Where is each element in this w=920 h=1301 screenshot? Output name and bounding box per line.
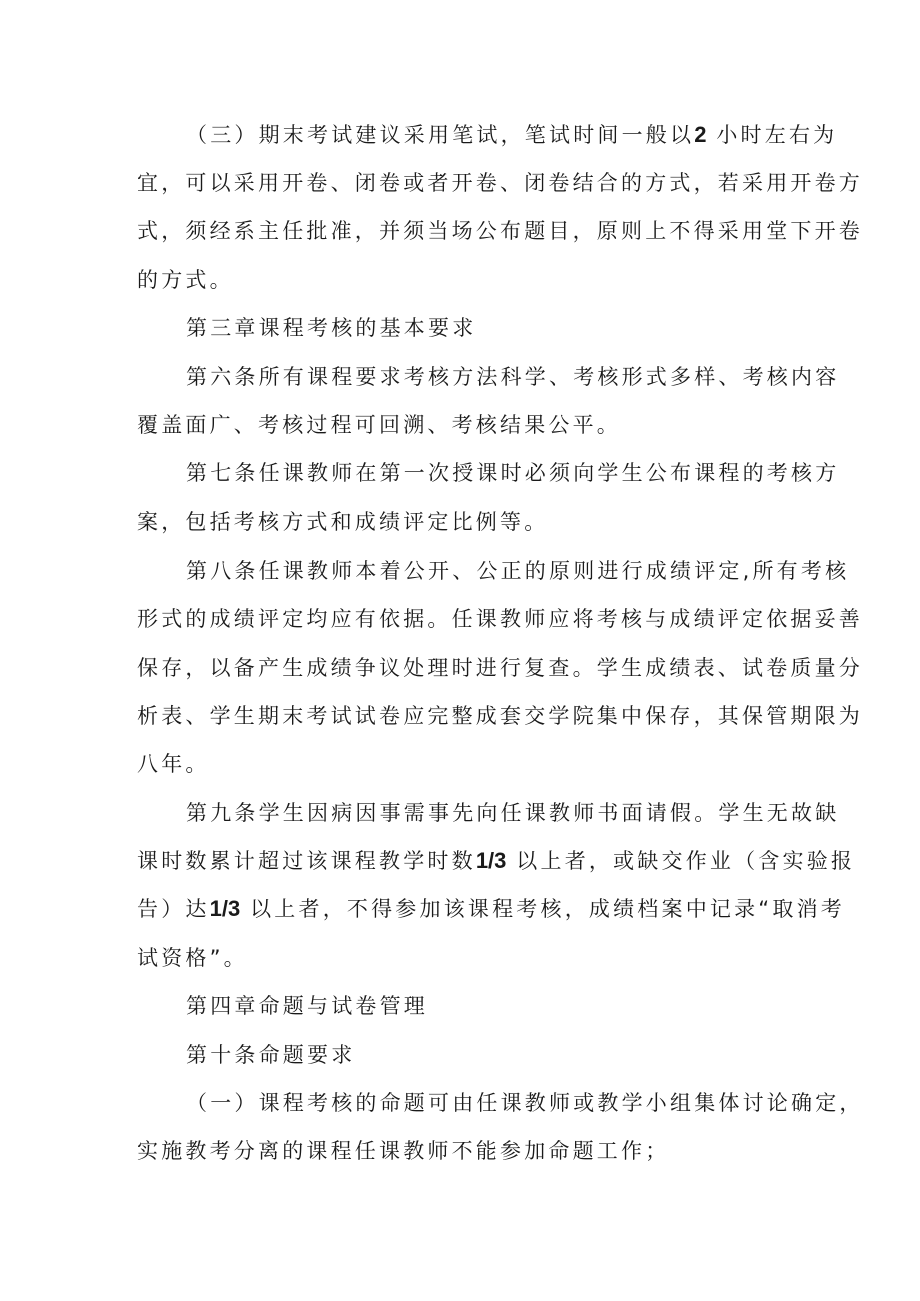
paragraph-line: 覆盖面广、考核过程可回溯、考核结果公平。	[137, 413, 621, 437]
paragraph-line: 八年。	[137, 752, 210, 776]
paragraph-line: 第六条所有课程要求考核方法科学、考核形式多样、考核内容	[186, 365, 840, 389]
text-run: 以上者，不得参加该课程考核，成绩档案中记录“取消考	[250, 897, 845, 921]
article-heading: 第十条命题要求	[186, 1043, 356, 1067]
paragraph-line	[137, 894, 845, 924]
paragraph-line: 析表、学生期末考试试卷应完整成套交学院集中保存，其保管期限为	[137, 704, 863, 728]
chapter-heading: 第三章课程考核的基本要求	[186, 316, 477, 340]
paragraph-line: 试资格”。	[137, 946, 248, 970]
paragraph-line	[137, 846, 855, 876]
text-run: 课时数累计超过该课程教学时数	[137, 849, 476, 873]
paragraph-line: 案，包括考核方式和成绩评定比例等。	[137, 510, 549, 534]
paragraph-line: 保存，以备产生成绩争议处理时进行复查。学生成绩表、试卷质量分	[137, 656, 863, 680]
text-run: 以上者，或缺交作业（含实验报	[516, 849, 856, 873]
text-run: （三）期末考试建议采用笔试，笔试时间一般以	[186, 123, 695, 147]
paragraph-line: （一）课程考核的命题可由任课教师或教学小组集体讨论确定，	[186, 1091, 864, 1115]
chapter-heading: 第四章命题与试卷管理	[186, 994, 428, 1018]
text-run: 小时左右为	[716, 123, 838, 147]
paragraph-line: 式，须经系主任批准，并须当场公布题目，原则上不得采用堂下开卷	[137, 219, 863, 243]
paragraph-line: 宜，可以采用开卷、闭卷或者开卷、闭卷结合的方式，若采用开卷方	[137, 171, 863, 195]
paragraph-line: 第九条学生因病因事需事先向任课教师书面请假。学生无故缺	[186, 801, 840, 825]
paragraph-line: 第八条任课教师本着公开、公正的原则进行成绩评定,所有考核	[186, 559, 850, 583]
paragraph-line: 第七条任课教师在第一次授课时必须向学生公布课程的考核方	[186, 461, 840, 485]
paragraph-line: 形式的成绩评定均应有依据。任课教师应将考核与成绩评定依据妥善	[137, 607, 863, 631]
text-run: 告）达	[137, 897, 210, 921]
number-run: 2	[694, 122, 707, 147]
paragraph-line: 的方式。	[137, 268, 234, 292]
paragraph-line: 实施教考分离的课程任课教师不能参加命题工作；	[137, 1139, 670, 1163]
number-run: 1/3	[475, 848, 507, 873]
number-run: 1/3	[209, 896, 241, 921]
paragraph-line	[186, 120, 837, 150]
